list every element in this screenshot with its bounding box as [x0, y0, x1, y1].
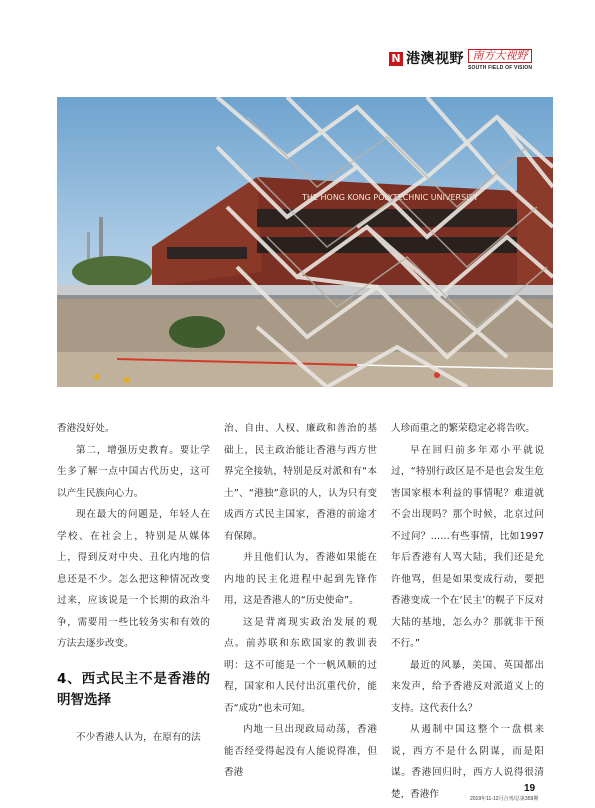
- building-sign: THE HONG KONG POLYTECHNIC UNIVERSITY: [302, 193, 479, 202]
- paragraph: 早在回归前多年邓小平就说过，“特别行政区是不是也会发生危害国家根本利益的事情呢？难道就不会出现吗？那个时候，北京过问不过问？……有些事情，比如1997年后香港有人骂大陆，我们还是允许他骂，但是如果变成行动，要把香港变成一个在‘民主’的幌子下反对大陆的基地，怎么办？那就非干预不行。”: [391, 444, 544, 649]
- publication-logo: N: [389, 52, 403, 66]
- paragraph: 人珍而重之的繁荣稳定必将告吹。: [391, 423, 535, 434]
- article-photo: [57, 97, 553, 387]
- section-heading: 4、西式民主不是香港的明智选择: [57, 670, 210, 708]
- paragraph: 不少香港人认为，在原有的法: [76, 731, 201, 743]
- paragraph: 内地一旦出现政局动荡，香港能否经受得起没有人能说得准，但香港: [224, 724, 377, 778]
- paragraph: 第二，增强历史教育。要让学生多了解一点中国古代历史，这可以产生民族向心力。: [57, 444, 210, 499]
- brand-name: 南方大视野: [468, 49, 532, 63]
- section-title: 港澳视野: [406, 51, 464, 67]
- paragraph: 治、自由、人权、廉政和善治的基础上，民主政治能让香港与西方世界完全接轨，特别是反对派和有“本土”、“港独”意识的人，认为只有变成西方式民主国家，香港的前途才有保障。: [224, 423, 377, 542]
- masthead: [389, 47, 541, 77]
- issue-info: 2019年11-12月合刊/总第359期: [470, 796, 539, 802]
- article-column-2: [224, 418, 377, 784]
- paragraph: 这是背离现实政治发展的观点。前苏联和东欧国家的教训表明：这不可能是一个一帆风顺的过程，国家和人民付出沉重代价，能否“成功”也未可知。: [224, 616, 377, 714]
- section-subtitle: SOUTH FIELD OF VISION: [468, 65, 533, 71]
- page-number: 19: [524, 783, 536, 794]
- paragraph: 香港没好处。: [57, 423, 115, 434]
- paragraph: 现在最大的问题是，年轻人在学校、在社会上，特别是从媒体上，得到反对中央、丑化内地的信息还是不少。怎么把这种情况改变过来，应该说是一个长期的政治斗争，需要用一些比较务实和有效的方法去逐步改变。: [57, 509, 210, 649]
- article-column-3: [391, 418, 544, 805]
- article-column-1: [57, 418, 210, 748]
- paragraph: 从遏制中国这整个一盘棋来说，西方不是什么阴谋，而是阳谋。香港回归时，西方人说得很清楚，香港作: [391, 724, 544, 800]
- paragraph: 最近的风暴，美国、英国都出来发声，给予香港反对派道义上的支持。这代表什么？: [391, 659, 544, 714]
- paragraph: 并且他们认为，香港如果能在内地的民主化进程中起到先锋作用，这是香港人的“历史使命”。: [224, 552, 377, 606]
